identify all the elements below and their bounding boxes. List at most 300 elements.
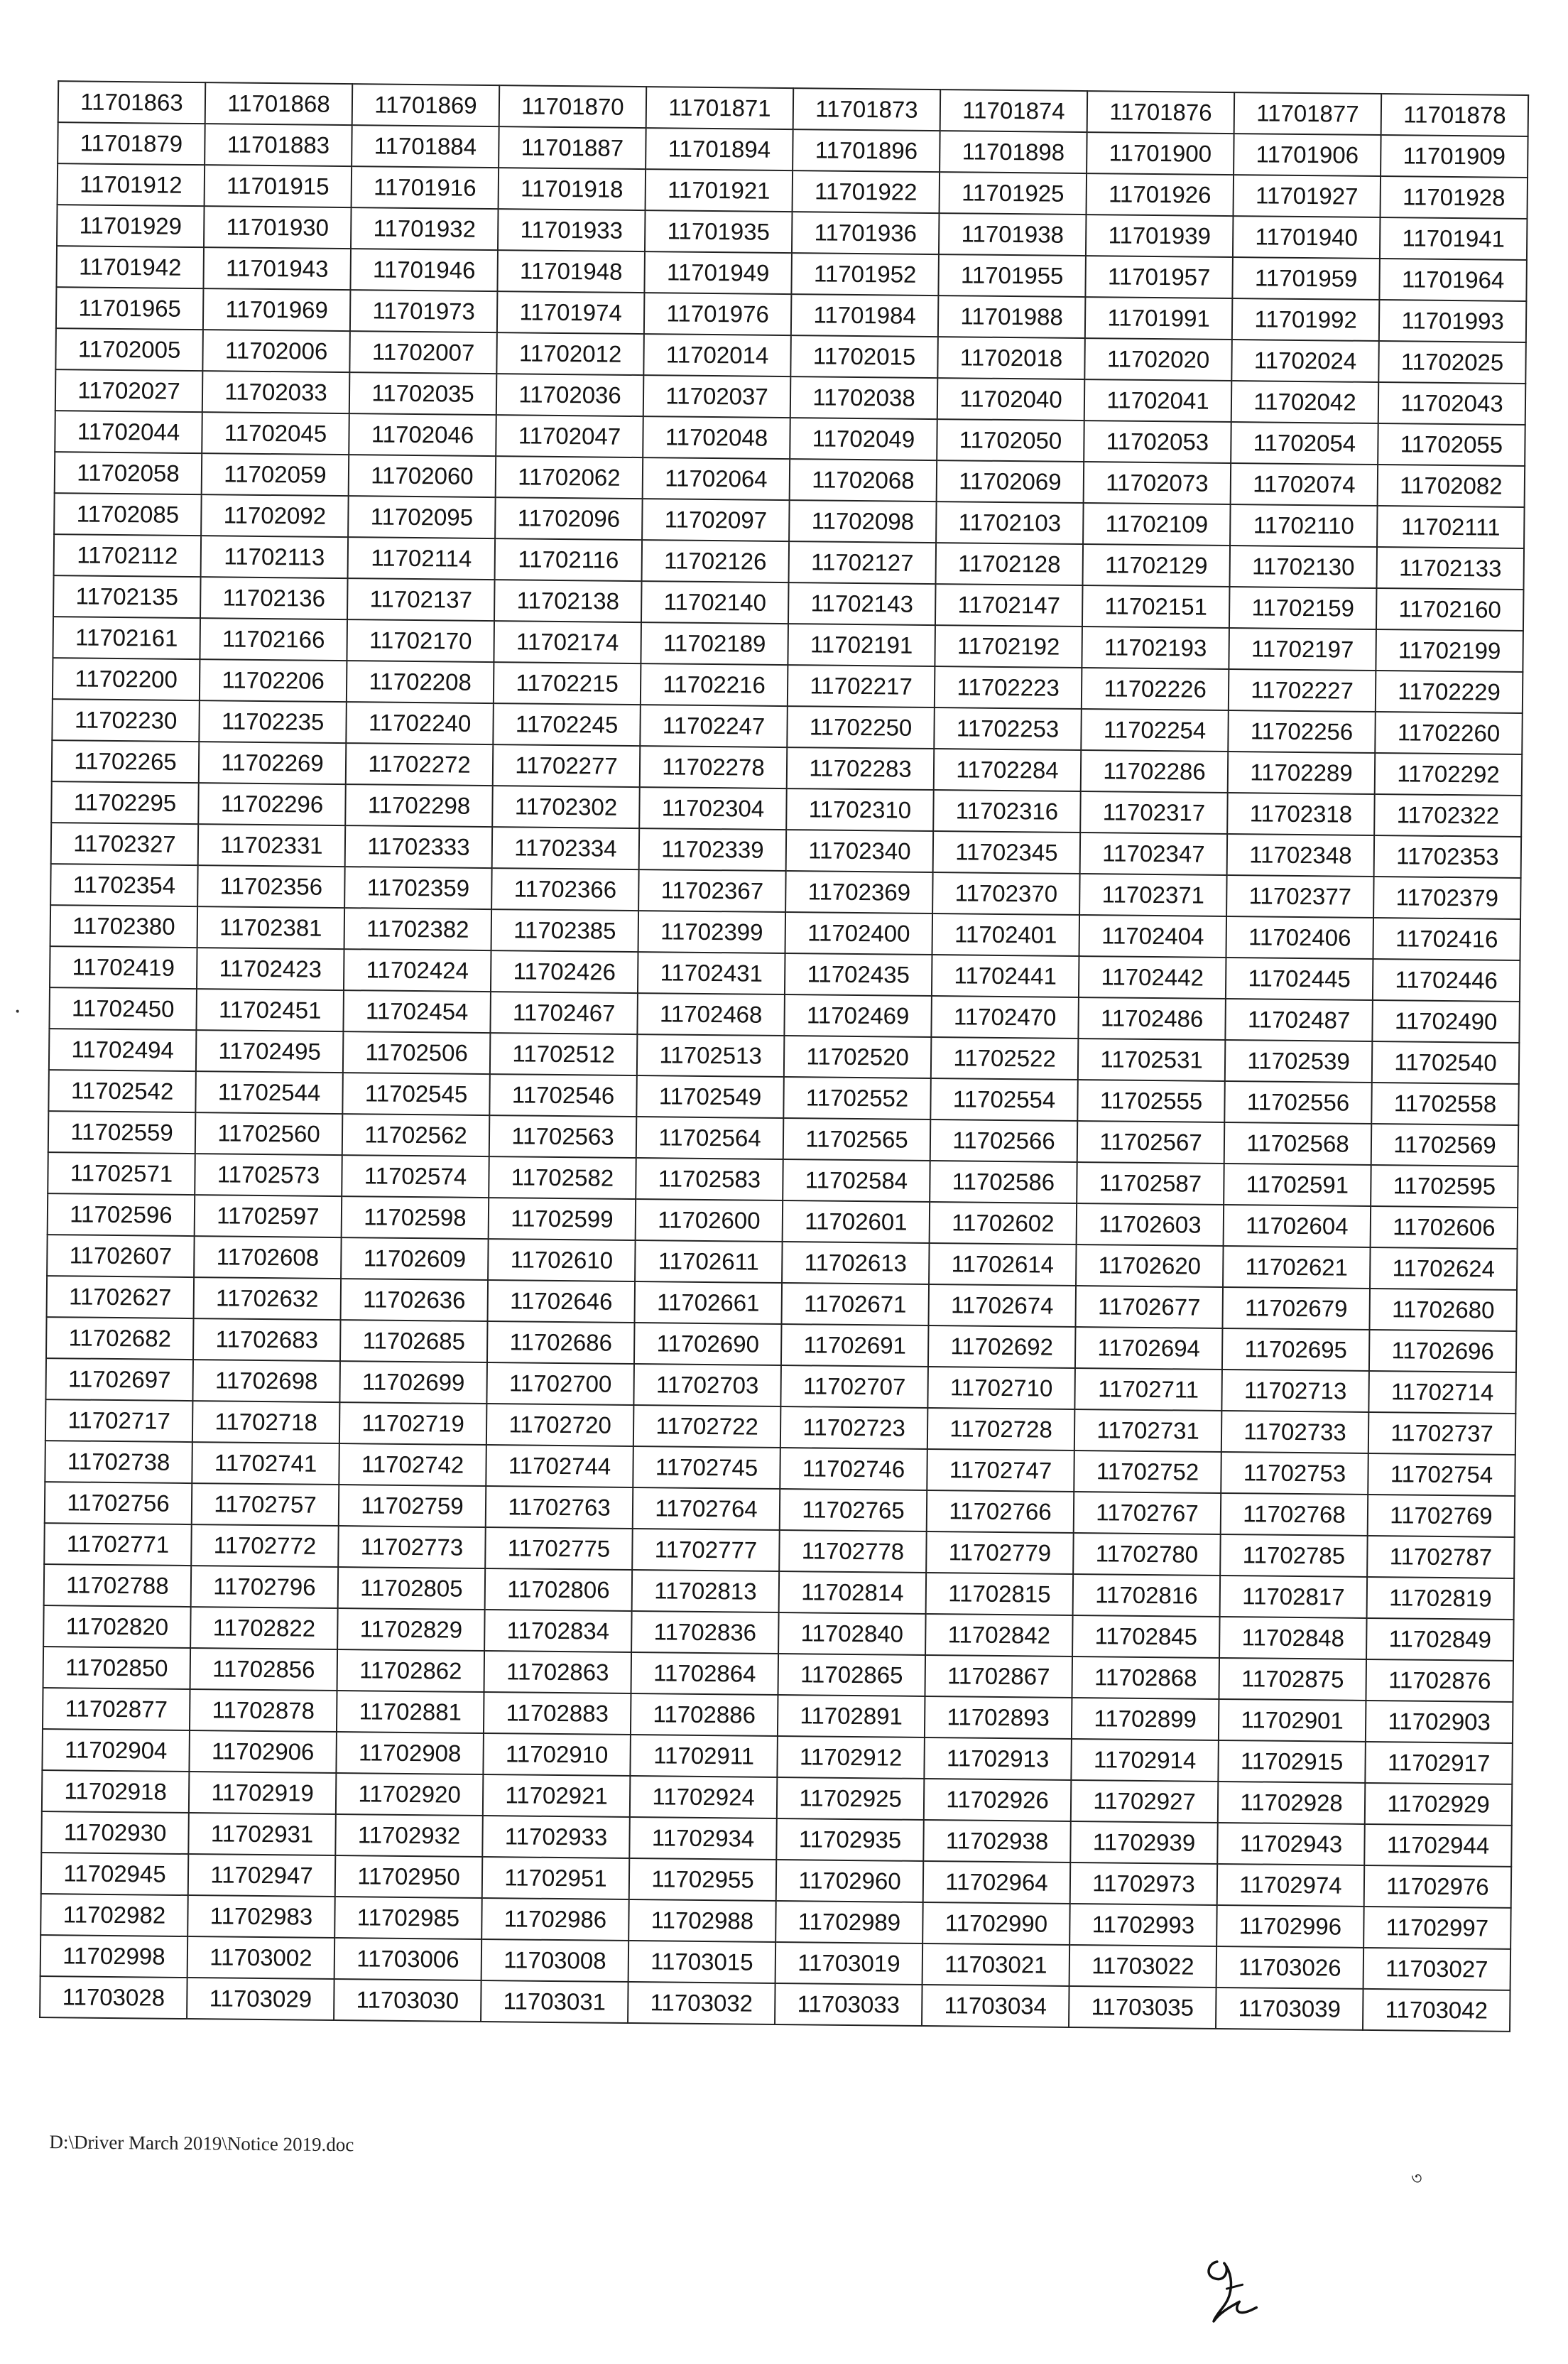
- roll-number-cell: 11702930: [41, 1811, 189, 1854]
- roll-number-cell: 11701876: [1087, 91, 1235, 134]
- roll-number-cell: 11702151: [1082, 585, 1230, 628]
- roll-number-cell: 11702779: [926, 1531, 1074, 1574]
- roll-number-cell: 11702226: [1082, 668, 1229, 710]
- roll-number-cell: 11702913: [924, 1737, 1072, 1780]
- roll-number-cell: 11702143: [788, 582, 936, 625]
- roll-number-cell: 11702753: [1221, 1452, 1368, 1495]
- roll-number-cell: 11702931: [188, 1813, 336, 1855]
- roll-number-cell: 11701878: [1381, 94, 1529, 136]
- roll-number-cell: 11702636: [341, 1279, 489, 1321]
- roll-number-cell: 11702985: [334, 1897, 482, 1939]
- footer-file-path: D:\Driver March 2019\Notice 2019.doc: [49, 2131, 354, 2156]
- roll-number-cell: 11703039: [1216, 1988, 1363, 2030]
- roll-number-cell: 11701922: [793, 170, 940, 213]
- roll-number-cell: 11702944: [1364, 1824, 1512, 1867]
- roll-number-cell: 11702170: [347, 619, 494, 662]
- roll-number-cell: 11702856: [190, 1648, 338, 1691]
- roll-number-cell: 11702245: [493, 703, 641, 746]
- roll-number-cell: 11702606: [1371, 1206, 1518, 1249]
- roll-number-cell: 11702829: [337, 1608, 485, 1651]
- page-number-mark: ৩: [1410, 2168, 1422, 2189]
- roll-number-cell: 11702613: [782, 1242, 930, 1284]
- roll-number-cell: 11702773: [338, 1526, 486, 1568]
- roll-number-cell: 11702038: [790, 376, 938, 419]
- roll-number-cell: 11702747: [927, 1449, 1074, 1492]
- roll-number-cell: 11702933: [482, 1816, 630, 1858]
- roll-number-cell: 11702820: [43, 1605, 191, 1648]
- roll-number-cell: 11702816: [1073, 1574, 1221, 1617]
- roll-number-cell: 11702049: [790, 418, 937, 460]
- roll-number-cell: 11702915: [1218, 1740, 1366, 1783]
- roll-number-cell: 11701879: [58, 122, 205, 165]
- roll-number-cell: 11702772: [191, 1524, 339, 1567]
- roll-number-cell: 11702863: [484, 1651, 632, 1693]
- roll-number-cell: 11702339: [639, 828, 787, 871]
- roll-number-cell: 11701957: [1085, 256, 1233, 298]
- roll-number-cell: 11702610: [488, 1239, 636, 1281]
- roll-number-cell: 11702240: [346, 702, 494, 744]
- roll-number-cell: 11702128: [936, 543, 1084, 585]
- roll-number-cell: 11702661: [635, 1281, 783, 1324]
- roll-number-cell: 11702317: [1080, 791, 1228, 834]
- roll-number-cell: 11702490: [1372, 1000, 1520, 1043]
- roll-number-cell: 11702356: [197, 865, 345, 908]
- roll-number-cell: 11702292: [1375, 753, 1523, 796]
- roll-number-cell: 11702921: [483, 1774, 631, 1817]
- roll-number-cell: 11701976: [644, 293, 792, 335]
- roll-number-cell: 11702569: [1371, 1124, 1519, 1166]
- roll-number-cell: 11701887: [499, 126, 646, 169]
- roll-number-cell: 11702627: [47, 1276, 195, 1318]
- roll-number-cell: 11702310: [786, 788, 934, 831]
- roll-number-cell: 11702707: [780, 1365, 928, 1408]
- roll-number-cell: 11702621: [1223, 1246, 1371, 1289]
- roll-number-cell: 11703028: [40, 1976, 187, 2019]
- roll-number-cell: 11702745: [633, 1446, 780, 1489]
- roll-number-cell: 11702136: [200, 577, 348, 619]
- roll-number-cell: 11703002: [187, 1936, 335, 1979]
- roll-number-cell: 11702583: [636, 1158, 783, 1200]
- roll-number-cell: 11702573: [195, 1154, 342, 1196]
- roll-number-cell: 11702756: [45, 1482, 192, 1524]
- roll-number-cell: 11702096: [495, 497, 643, 540]
- roll-number-cell: 11702377: [1226, 875, 1374, 918]
- roll-number-cell: 11702253: [934, 707, 1082, 750]
- roll-number-cell: 11702062: [496, 456, 643, 499]
- roll-number-cell: 11702997: [1363, 1907, 1511, 1949]
- roll-number-cell: 11702778: [779, 1530, 927, 1573]
- roll-number-cell: 11702126: [642, 540, 790, 582]
- roll-number-cell: 11702690: [634, 1323, 782, 1365]
- roll-number-cell: 11702353: [1374, 835, 1522, 878]
- roll-number-cell: 11702085: [54, 493, 202, 536]
- roll-number-cell: 11701894: [646, 128, 793, 170]
- roll-number-cell: 11702932: [335, 1814, 483, 1857]
- roll-number-cell: 11701938: [939, 213, 1087, 256]
- roll-number-cell: 11702608: [194, 1236, 342, 1279]
- roll-number-cell: 11702679: [1222, 1287, 1370, 1330]
- roll-number-cell: 11702901: [1219, 1699, 1366, 1742]
- roll-number-cell: 11702542: [48, 1070, 196, 1112]
- roll-number-cell: 11702382: [344, 908, 492, 950]
- roll-number-cell: 11702906: [189, 1730, 337, 1773]
- roll-number-cell: 11703029: [187, 1978, 334, 2020]
- roll-number-cell: 11701916: [352, 166, 499, 209]
- roll-number-cell: 11702714: [1368, 1371, 1516, 1414]
- roll-number-cell: 11702939: [1070, 1821, 1218, 1864]
- roll-number-cell: 11702041: [1084, 379, 1232, 422]
- roll-number-cell: 11702130: [1229, 546, 1377, 588]
- roll-number-cell: 11702161: [53, 617, 200, 659]
- roll-number-cell: 11701912: [58, 163, 205, 206]
- roll-number-cell: 11702787: [1367, 1536, 1515, 1578]
- roll-number-cell: 11702988: [628, 1899, 776, 1942]
- roll-number-cell: 11702624: [1370, 1247, 1518, 1290]
- roll-number-cell: 11702404: [1079, 915, 1226, 958]
- roll-number-cell: 11703006: [334, 1938, 482, 1980]
- roll-number-cell: 11701874: [940, 90, 1088, 132]
- roll-number-cell: 11702208: [347, 661, 494, 703]
- roll-number-cell: 11702775: [485, 1527, 633, 1570]
- roll-number-cell: 11702050: [937, 419, 1084, 462]
- roll-number-cell: 11703027: [1363, 1948, 1511, 1990]
- roll-number-cell: 11701877: [1234, 92, 1382, 135]
- roll-number-cell: 11702737: [1368, 1412, 1516, 1455]
- roll-number-cell: 11702295: [51, 781, 199, 824]
- roll-number-cell: 11702546: [489, 1074, 637, 1117]
- roll-number-cell: 11701883: [205, 124, 352, 166]
- roll-number-cell: 11701940: [1233, 216, 1381, 259]
- roll-number-cell: 11702925: [777, 1777, 925, 1820]
- roll-number-cell: 11702007: [349, 331, 497, 374]
- roll-number-cell: 11702867: [925, 1655, 1072, 1698]
- roll-number-cell: 11702423: [197, 948, 344, 990]
- roll-number-cell: 11702713: [1221, 1370, 1369, 1412]
- roll-number-cell: 11701928: [1380, 176, 1528, 219]
- roll-number-cell: 11702567: [1077, 1121, 1225, 1164]
- roll-number-cell: 11702710: [927, 1367, 1075, 1409]
- roll-number-cell: 11702217: [788, 665, 935, 707]
- roll-number-cell: 11702754: [1368, 1453, 1515, 1496]
- roll-number-cell: 11702223: [935, 666, 1082, 709]
- roll-number-cell: 11702764: [633, 1487, 780, 1530]
- roll-number-cell: 11702568: [1224, 1122, 1372, 1165]
- roll-number-cell: 11702883: [484, 1692, 631, 1735]
- roll-number-cell: 11702114: [348, 537, 496, 580]
- roll-number-cell: 11702446: [1373, 959, 1520, 1002]
- roll-number-cell: 11701896: [793, 129, 940, 172]
- roll-number-cell: 11702235: [199, 700, 347, 743]
- roll-number-cell: 11702881: [337, 1691, 484, 1733]
- roll-number-cell: 11702914: [1071, 1739, 1219, 1782]
- roll-number-cell: 11702646: [488, 1280, 636, 1323]
- roll-number-cell: 11702345: [933, 831, 1081, 874]
- roll-number-cell: 11702596: [48, 1193, 195, 1236]
- roll-number-cell: 11702347: [1080, 833, 1228, 875]
- roll-number-cell: 11702875: [1219, 1658, 1366, 1701]
- roll-number-cell: 11702998: [40, 1935, 188, 1978]
- roll-number-cell: 11702719: [339, 1402, 487, 1445]
- roll-number-cell: 11701955: [938, 254, 1086, 297]
- roll-number-cell: 11702064: [643, 457, 790, 500]
- roll-number-cell: 11702586: [930, 1161, 1077, 1203]
- roll-number-cell: 11702103: [936, 501, 1084, 544]
- roll-number-cell: 11702955: [629, 1858, 777, 1901]
- roll-number-cell: 11702814: [779, 1571, 927, 1614]
- roll-number-cell: 11702193: [1082, 627, 1229, 669]
- roll-number-cell: 11702278: [640, 746, 788, 788]
- roll-number-cell: 11702129: [1083, 544, 1231, 587]
- roll-number-cell: 11702632: [194, 1277, 342, 1320]
- roll-number-cell: 11702695: [1222, 1328, 1370, 1371]
- roll-number-cell: 11702611: [635, 1240, 783, 1283]
- roll-number-cell: 11702989: [775, 1901, 923, 1943]
- roll-number-cell: 11702304: [639, 787, 787, 830]
- roll-number-cell: 11702024: [1231, 340, 1379, 382]
- roll-number-cell: 11702283: [787, 747, 935, 790]
- roll-number-cell: 11702836: [631, 1611, 779, 1654]
- roll-number-cell: 11702607: [47, 1235, 195, 1277]
- roll-number-cell: 11702845: [1072, 1615, 1220, 1658]
- roll-number-cell: 11702512: [490, 1033, 638, 1075]
- roll-number-cell: 11703019: [775, 1942, 923, 1985]
- roll-number-cell: 11702487: [1225, 999, 1373, 1041]
- roll-number-cell: 11702878: [190, 1689, 337, 1732]
- roll-number-cell: 11702435: [785, 953, 932, 996]
- roll-number-cell: 11702035: [349, 372, 497, 415]
- roll-number-cell: 11702380: [50, 905, 198, 948]
- roll-number-cell: 11702047: [496, 415, 643, 457]
- roll-number-cell: 11702919: [189, 1772, 337, 1814]
- roll-number-cell: 11702938: [923, 1820, 1071, 1863]
- table-body: [40, 81, 1528, 2032]
- roll-number-cell: 11702513: [637, 1034, 785, 1077]
- roll-number-cell: 11702277: [493, 744, 641, 787]
- signature-initials: [1188, 2242, 1281, 2335]
- roll-number-cell: 11702033: [202, 371, 350, 413]
- roll-number-cell: 11703022: [1069, 1945, 1217, 1988]
- roll-number-cell: 11702700: [486, 1362, 634, 1405]
- roll-number-cell: 11702723: [780, 1406, 928, 1449]
- roll-number-cell: 11702069: [937, 460, 1084, 503]
- roll-number-cell: 11702683: [193, 1318, 341, 1361]
- roll-number-cell: 11702976: [1364, 1865, 1512, 1908]
- roll-number-cell: 11701969: [203, 288, 351, 331]
- roll-number-cell: 11702982: [40, 1894, 188, 1936]
- roll-number-cell: 11702671: [782, 1283, 930, 1325]
- roll-number-cell: 11702603: [1077, 1203, 1224, 1246]
- roll-number-cell: 11702560: [195, 1112, 343, 1155]
- roll-number-cell: 11702731: [1074, 1409, 1222, 1452]
- roll-number-cell: 11702849: [1366, 1618, 1514, 1661]
- roll-number-cell: 11702112: [54, 534, 202, 577]
- roll-number-cell: 11702763: [486, 1486, 633, 1529]
- roll-number-cell: 11702250: [787, 706, 935, 749]
- roll-number-cell: 11702333: [345, 825, 493, 868]
- roll-number-cell: 11702206: [200, 659, 347, 702]
- roll-number-cell: 11702674: [928, 1284, 1076, 1327]
- roll-number-cell: 11702174: [494, 621, 641, 663]
- roll-number-cell: 11702048: [643, 416, 790, 459]
- roll-number-cell: 11702566: [930, 1119, 1078, 1162]
- roll-number-cell: 11702815: [926, 1573, 1074, 1615]
- roll-number-cell: 11702467: [490, 992, 638, 1034]
- roll-number-cell: 11701974: [497, 291, 645, 334]
- roll-number-cell: 11702054: [1231, 422, 1378, 465]
- roll-number-cell: 11702286: [1081, 750, 1229, 793]
- roll-number-cell: 11702960: [776, 1860, 924, 1902]
- roll-number-cell: 11702334: [492, 827, 640, 869]
- roll-number-cell: 11702602: [930, 1202, 1077, 1245]
- roll-number-cell: 11701939: [1086, 215, 1234, 257]
- roll-number-cell: 11702766: [927, 1490, 1074, 1533]
- roll-number-cell: 11701869: [352, 84, 500, 126]
- roll-number-cell: 11702974: [1217, 1864, 1365, 1907]
- roll-number-cell: 11703032: [628, 1982, 775, 2024]
- roll-number-cell: 11702147: [935, 584, 1083, 627]
- roll-number-cell: 11702868: [1072, 1657, 1219, 1699]
- roll-number-cell: 11702935: [776, 1818, 924, 1861]
- roll-number-cell: 11702006: [202, 330, 350, 372]
- roll-number-cell: 11702917: [1365, 1742, 1513, 1784]
- roll-number-cell: 11702591: [1224, 1164, 1371, 1206]
- roll-number-cell: 11702990: [922, 1902, 1070, 1945]
- roll-number-cell: 11702127: [789, 541, 937, 584]
- roll-number-cell: 11702899: [1072, 1698, 1219, 1740]
- roll-number-cell: 11701973: [350, 290, 498, 332]
- roll-number-cell: 11702744: [486, 1445, 633, 1487]
- roll-number-cell: 11702189: [641, 622, 788, 665]
- roll-number-cell: 11702886: [631, 1693, 778, 1736]
- roll-number-table: [39, 80, 1529, 2032]
- roll-number-cell: 11702451: [196, 989, 344, 1031]
- roll-number-cell: 11701992: [1232, 298, 1380, 341]
- roll-number-cell: 11701993: [1379, 300, 1527, 342]
- roll-number-cell: 11702876: [1366, 1659, 1513, 1702]
- roll-number-cell: 11702964: [923, 1861, 1071, 1904]
- roll-number-cell: 11702834: [484, 1610, 632, 1652]
- roll-number-cell: 11702366: [491, 868, 639, 911]
- roll-number-cell: 11702159: [1229, 587, 1377, 629]
- roll-number-cell: 11702934: [629, 1817, 777, 1860]
- roll-number-cell: 11702400: [785, 912, 933, 955]
- roll-number-cell: 11702197: [1229, 628, 1376, 671]
- roll-number-cell: 11702014: [643, 334, 791, 376]
- roll-number-cell: 11702903: [1366, 1701, 1513, 1743]
- roll-number-cell: 11702539: [1225, 1040, 1373, 1083]
- roll-number-cell: 11702046: [349, 413, 496, 456]
- roll-number-cell: 11702842: [925, 1614, 1073, 1657]
- roll-number-cell: 11701932: [351, 207, 499, 250]
- roll-number-cell: 11702296: [198, 783, 346, 825]
- roll-number-cell: 11702284: [934, 749, 1082, 791]
- roll-number-cell: 11702055: [1378, 423, 1525, 466]
- roll-number-cell: 11701984: [791, 294, 939, 337]
- roll-number-cell: 11702018: [937, 337, 1085, 379]
- roll-number-cell: 11702918: [42, 1770, 190, 1813]
- roll-number-cell: 11702574: [342, 1155, 489, 1198]
- roll-number-cell: 11702506: [343, 1031, 491, 1074]
- roll-number-cell: 11702416: [1373, 918, 1520, 960]
- roll-number-cell: 11702160: [1376, 588, 1524, 631]
- roll-number-cell: 11702020: [1084, 338, 1232, 381]
- roll-number-cell: 11702926: [924, 1779, 1072, 1821]
- roll-number-cell: 11702441: [932, 955, 1079, 997]
- roll-number-cell: 11702289: [1228, 752, 1376, 794]
- roll-number-cell: 11702686: [487, 1321, 635, 1364]
- roll-number-cell: 11701868: [205, 82, 353, 125]
- roll-number-cell: 11702522: [931, 1037, 1079, 1080]
- roll-number-cell: 11702806: [485, 1568, 633, 1611]
- roll-number-cell: 11702256: [1228, 710, 1376, 753]
- roll-number-cell: 11701921: [646, 169, 793, 212]
- roll-number-cell: 11702469: [784, 994, 932, 1037]
- roll-number-cell: 11702399: [638, 911, 786, 953]
- roll-number-cell: 11702200: [53, 658, 200, 700]
- roll-number-cell: 11702720: [486, 1404, 634, 1446]
- roll-number-cell: 11702840: [778, 1612, 926, 1655]
- roll-number-cell: 11702759: [339, 1485, 486, 1527]
- roll-number-cell: 11702943: [1217, 1823, 1365, 1865]
- roll-number-cell: 11702604: [1224, 1205, 1371, 1247]
- roll-number-cell: 11702495: [196, 1030, 344, 1073]
- roll-number-cell: 11702133: [1376, 547, 1524, 590]
- roll-number-cell: 11702552: [783, 1077, 931, 1119]
- roll-number-cell: 11702005: [55, 328, 203, 371]
- roll-number-cell: 11703008: [481, 1939, 629, 1982]
- roll-number-cell: 11702272: [346, 743, 494, 786]
- roll-number-cell: 11702862: [337, 1649, 485, 1692]
- roll-number-cell: 11702027: [55, 369, 203, 412]
- roll-number-cell: 11702865: [778, 1654, 925, 1696]
- roll-number-cell: 11702092: [201, 494, 349, 537]
- roll-number-cell: 11702757: [192, 1483, 339, 1526]
- roll-number-cell: 11702950: [335, 1855, 483, 1898]
- roll-number-cell: 11702677: [1075, 1286, 1223, 1328]
- roll-number-cell: 11701946: [350, 249, 498, 291]
- roll-number-cell: 11701873: [793, 88, 941, 131]
- roll-number-cell: 11702109: [1083, 503, 1231, 546]
- roll-number-cell: 11702696: [1369, 1330, 1517, 1372]
- roll-number-cell: 11702768: [1221, 1493, 1368, 1536]
- roll-number-cell: 11703034: [922, 1985, 1069, 2027]
- roll-number-cell: 11702595: [1371, 1165, 1518, 1208]
- roll-number-cell: 11702192: [935, 625, 1082, 668]
- roll-number-cell: 11702367: [638, 869, 786, 912]
- roll-number-cell: 11702920: [336, 1773, 484, 1816]
- roll-number-cell: 11702733: [1221, 1411, 1369, 1453]
- roll-number-cell: 11702785: [1220, 1534, 1368, 1577]
- roll-number-cell: 11702040: [937, 378, 1085, 421]
- roll-number-cell: 11702805: [338, 1567, 486, 1610]
- roll-number-cell: 11702468: [637, 993, 785, 1036]
- roll-number-cell: 11702138: [494, 580, 642, 622]
- roll-number-cell: 11702110: [1230, 504, 1378, 547]
- roll-number-cell: 11701930: [204, 206, 352, 249]
- roll-number-cell: 11701991: [1085, 297, 1233, 340]
- roll-number-cell: 11702137: [347, 578, 495, 621]
- roll-number-cell: 11702060: [349, 455, 496, 497]
- roll-number-cell: 11702728: [927, 1408, 1075, 1451]
- roll-number-cell: 11701918: [499, 168, 646, 210]
- roll-number-cell: 11702470: [931, 996, 1079, 1039]
- roll-number-cell: 11702780: [1073, 1533, 1221, 1576]
- roll-number-cell: 11702599: [489, 1198, 636, 1240]
- roll-number-cell: 11702540: [1372, 1041, 1520, 1084]
- roll-number-cell: 11701935: [645, 210, 793, 253]
- roll-number-cell: 11702912: [777, 1736, 925, 1779]
- roll-number-cell: 11702722: [633, 1405, 781, 1448]
